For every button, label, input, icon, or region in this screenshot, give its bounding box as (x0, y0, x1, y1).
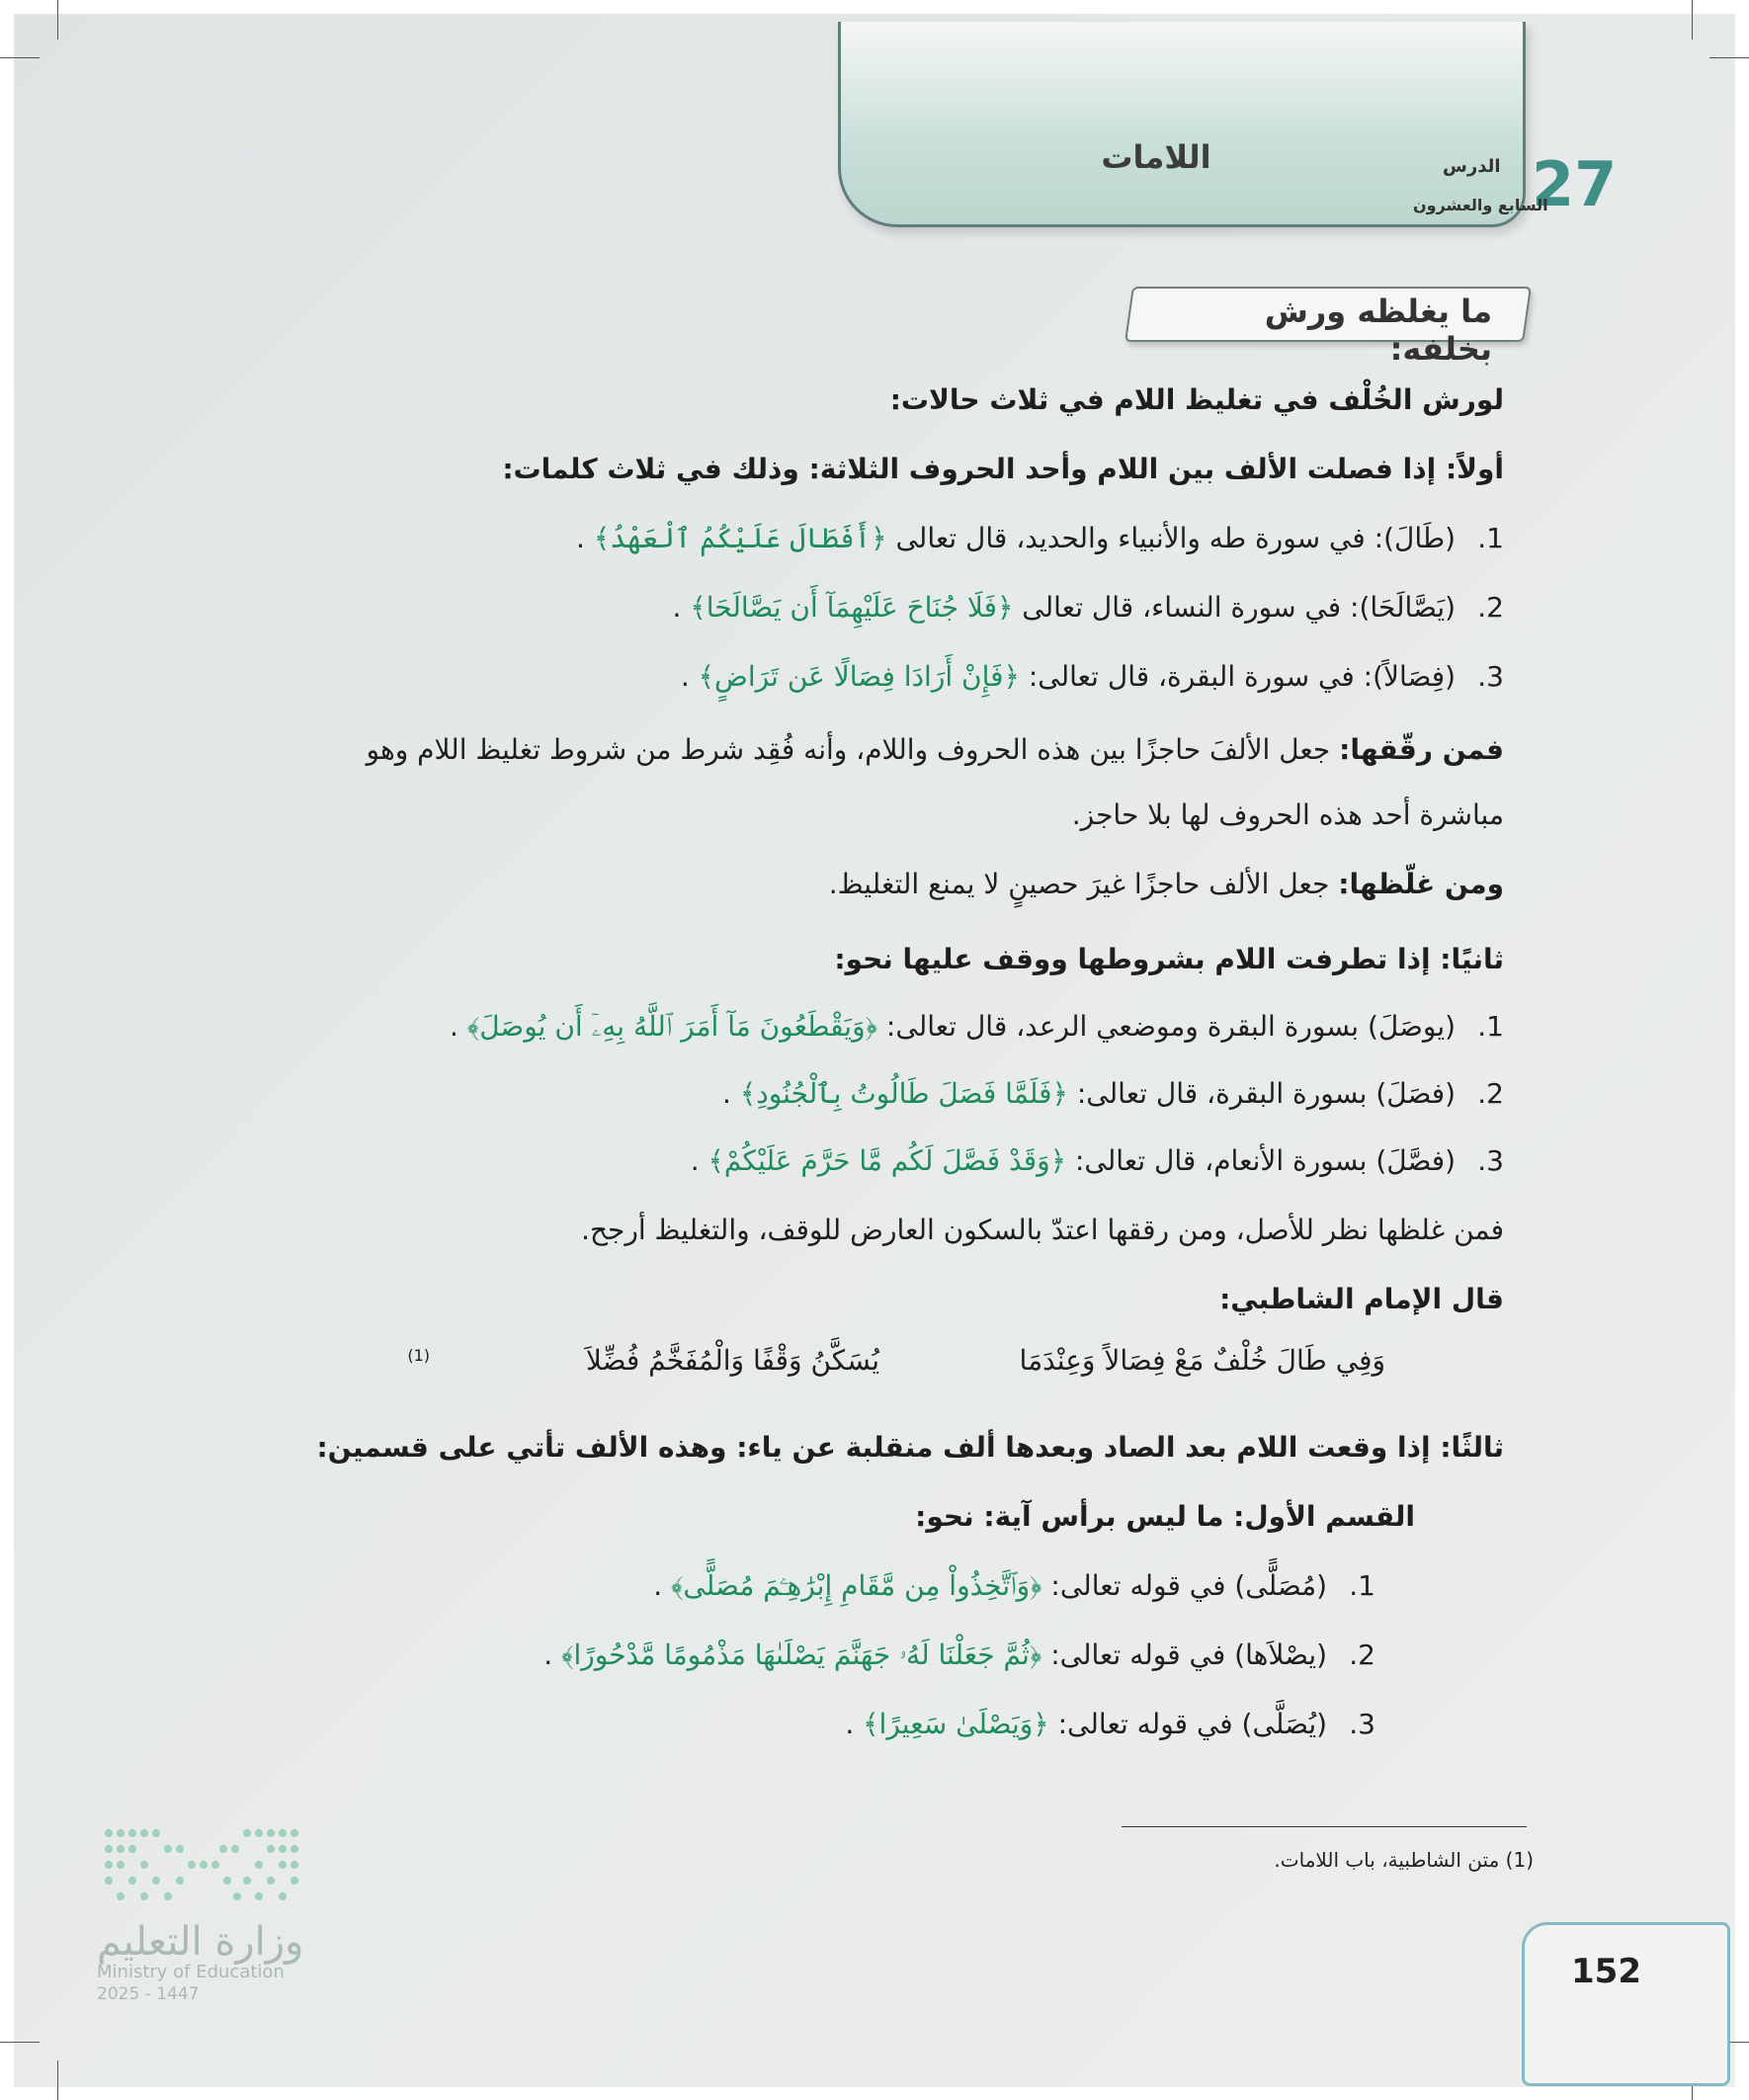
crop-mark (57, 2060, 58, 2100)
item-number: 2. (1477, 591, 1504, 624)
ghallaz-label: ومن غلّظها: (1338, 868, 1504, 900)
item-number: 3. (1477, 1144, 1504, 1177)
poem-second-half: يُسَكَّنُ وَقْفًا وَالْمُفَخَّمُ فُضِّلاَ (585, 1344, 879, 1377)
lesson-word: الدرس (1443, 156, 1501, 177)
period: . (845, 1708, 855, 1740)
section-heading: ما يغلظه ورش بخلفه: (1264, 293, 1492, 368)
footnote: (1) متن الشاطبية، باب اللامات. (1274, 1848, 1534, 1872)
quran-verse: ﴿فَإِنْ أَرَادَا فِصَالًا عَن تَرَاضٍ﴾ (698, 660, 1020, 693)
period: . (543, 1638, 553, 1671)
period: . (672, 591, 682, 624)
page-number: 152 (1571, 1952, 1641, 1991)
item-text: (فِصَالاً): في سورة البقرة، قال تعالى: (1028, 660, 1457, 693)
ministry-name-arabic: وزارة التعليم (97, 1919, 304, 1965)
part1-heading: القسم الأول: ما ليس برأس آية: نحو: (915, 1500, 1415, 1533)
crop-mark (0, 57, 40, 58)
second-heading: ثانيًا: إذا تطرفت اللام بشروطها ووقف عليها نحو: (834, 943, 1504, 975)
list-item (722, 1077, 1504, 1110)
item-text: (طَالَ): في سورة طه والأنبياء والحديد، قال تعالى (895, 522, 1457, 554)
quran-verse: ﴿وَيَقْطَعُونَ مَآ أَمَرَ ٱللَّهُ بِهِۦٓ أَن يُوصَلَ﴾ (466, 1010, 878, 1043)
item-text: (يوصَلَ) بسورة البقرة وموضعي الرعد، قال تعالى: (885, 1010, 1457, 1043)
item-number: 1. (1349, 1569, 1375, 1602)
period: . (690, 1144, 700, 1177)
list-item (691, 1144, 1504, 1177)
footnote-ref: (1) (407, 1346, 430, 1365)
raqqaq-label: فمن رقّقها: (1339, 733, 1504, 766)
item-number: 3. (1349, 1708, 1375, 1740)
item-number: 3. (1477, 660, 1504, 693)
page-number-box (1522, 1922, 1730, 2086)
item-number: 2. (1477, 1077, 1504, 1110)
list-item (681, 660, 1504, 693)
item-text: (يصْلاَها) في قوله تعالى: (1050, 1638, 1328, 1671)
quran-verse: ﴿فَلَمَّا فَصَلَ طَالُوتُ بِٱلْجُنُودِ﴾ (739, 1077, 1068, 1110)
crop-mark (57, 0, 58, 40)
item-text: (يَصَّالَحَا): في سورة النساء، قال تعالى (1022, 591, 1457, 624)
quran-verse: ﴿وَيَصْلَىٰ سَعِيرًا﴾ (863, 1708, 1049, 1740)
ministry-year: 2025 - 1447 (97, 1984, 200, 2004)
crop-mark (0, 2042, 40, 2043)
intro-line: لورش الخُلْف في تغليظ اللام في ثلاث حالات: (889, 383, 1504, 416)
item-number: 1. (1477, 522, 1504, 554)
quran-verse: ﴿ثُمَّ جَعَلْنَا لَهُۥ جَهَنَّمَ يَصْلَىٰهَا مَذْمُومًا مَّدْحُورًا﴾ (561, 1638, 1042, 1671)
period: . (653, 1569, 663, 1602)
first-heading: أولاً: إذا فصلت الألف بين اللام وأحد الحروف الثلاثة: وذلك في ثلاث كلمات: (502, 453, 1504, 485)
list-item (450, 1010, 1504, 1044)
lesson-title: اللامات (1101, 138, 1211, 176)
period: . (680, 660, 690, 693)
shatibi-heading: قال الإمام الشاطبي: (1219, 1283, 1504, 1315)
lesson-number: 27 (1532, 148, 1618, 220)
item-number: 1. (1477, 1010, 1504, 1043)
poem-first-half: وَفِي طَالَ خُلْفٌ مَعْ فِصَالاً وَعِنْدَمَا (1019, 1344, 1385, 1377)
raqqaq-paragraph (366, 733, 1504, 766)
ghallaz-paragraph (829, 868, 1504, 900)
list-item (653, 1569, 1375, 1603)
ministry-name-english: Ministry of Education (97, 1962, 285, 1982)
quran-verse: ﴿فَلَا جُنَاحَ عَلَيْهِمَآ أَن يَصَّالَحَا﴾ (690, 591, 1014, 624)
period: . (722, 1077, 731, 1110)
list-item (673, 591, 1504, 624)
raqqaq-text: جعل الألفَ حاجزًا بين هذه الحروف واللام، وأنه فُقِد شرط من شروط تغليظ اللام وهو (366, 733, 1331, 766)
crop-mark (1692, 0, 1693, 40)
lesson-ordinal: السابع والعشرون (1413, 196, 1548, 214)
item-text: (مُصَلًّى) في قوله تعالى: (1050, 1569, 1328, 1602)
quran-verse: ﴿أَفَطَالَ عَلَيْكُمُ ٱلْعَهْدُ﴾ (593, 522, 887, 554)
item-text: (فصَّلَ) بسورة الأنعام، قال تعالى: (1074, 1144, 1457, 1177)
item-text: (يُصَلَّى) في قوله تعالى: (1057, 1708, 1328, 1740)
item-text: (فصَلَ) بسورة البقرة، قال تعالى: (1076, 1077, 1457, 1110)
crop-mark (1709, 57, 1749, 58)
item-number: 2. (1349, 1638, 1375, 1671)
raqqaq-text-line2: مباشرة أحد هذه الحروف لها بلا حاجز. (1071, 798, 1504, 831)
list-item (845, 1708, 1375, 1740)
second-note: فمن غلظها نظر للأصل، ومن رققها اعتدّ بالسكون العارض للوقف، والتغليظ أرجح. (581, 1214, 1504, 1246)
list-item (576, 522, 1504, 554)
ghallaz-text: جعل الألف حاجزًا غيرَ حصينٍ لا يمنع التغليظ. (828, 868, 1330, 900)
quran-verse: ﴿وَٱتَّخِذُواْ مِن مَّقَامِ إِبْرَٰهِـۧمَ مُصَلًّى﴾ (671, 1569, 1042, 1602)
period: . (450, 1010, 458, 1043)
quran-verse: ﴿وَقَدْ فَصَّلَ لَكُم مَّا حَرَّمَ عَلَيْكُمْ﴾ (708, 1144, 1067, 1177)
third-heading: ثالثًا: إذا وقعت اللام بعد الصاد وبعدها ألف منقلبة عن ياء: وهذه الألف تأتي على قسمين: (316, 1431, 1504, 1464)
footnote-rule (1122, 1826, 1527, 1827)
period: . (576, 522, 585, 554)
ministry-logo-icon (99, 1823, 306, 1912)
list-item (543, 1638, 1375, 1672)
